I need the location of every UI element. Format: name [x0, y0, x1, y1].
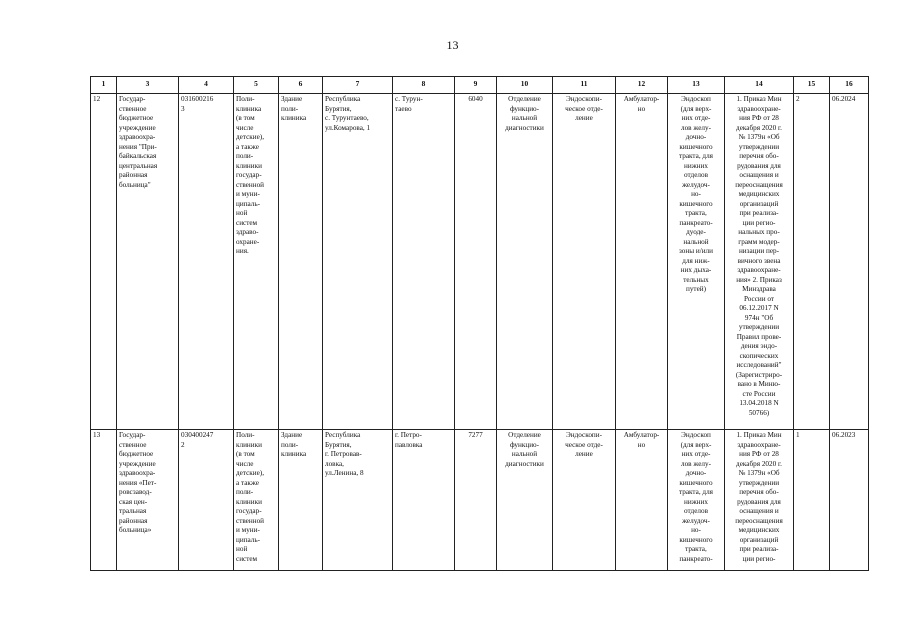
care-form: Амбулатор- но [623, 95, 660, 113]
regulation: 1. Приказ Мин здравоохране- ния РФ от 28 декабря 2020 г. № 1379н «Об утверждении перечня обо- рудования для оснащения и переоснащения медицинских организаций при реализа- ции регио- [735, 431, 783, 563]
col-header-5: 5 [234, 77, 279, 94]
facility-type: Поли- клиники (в том числе детские), а также поли- клиники государ- ственной и муни- ципаль- ной систем [236, 431, 265, 563]
building-type: Здание поли- клиника [281, 95, 307, 122]
col-header-8: 8 [393, 77, 455, 94]
col-header-4: 4 [179, 77, 234, 94]
header-row [91, 77, 869, 94]
department: Отделение функцио- нальной диагностики [505, 95, 544, 132]
col-header-7: 7 [323, 77, 393, 94]
col-header-9: 9 [455, 77, 497, 94]
date: 06.2024 [832, 95, 856, 103]
population: 7277 [468, 431, 483, 439]
address: Республика Бурятия, с. Турунтаево, ул.Комарова, 1 [325, 95, 371, 132]
col-header-15: 15 [794, 77, 830, 94]
address: Республика Бурятия, г. Петровав- ловка, ул.Ленина, 8 [325, 431, 364, 477]
col-header-16: 16 [830, 77, 869, 94]
row-number: 13 [93, 431, 101, 439]
unit: Эндоскопи- ческое отде- ление [565, 95, 603, 122]
date: 06.2023 [832, 431, 856, 439]
organization-name: Государ- ственное бюджетное учреждение здравоохра- нения "При- байкальская центральная районная больница" [119, 95, 158, 189]
regulation: 1. Приказ Мин здравоохране- ния РФ от 28 декабря 2020 г. № 1379н «Об утверждении перечня обо- рудования для оснащения и переоснащения медицинских организаций при реализа- ции регио- нальных про- грамм модер- низации пер- вичного звена здравоохране- ния» 2. Приказ Минздрава России от 06.12.2017 N 974н "Об утверждении Правил прове- дения эндо- скопических исследований" (Зарегистриро- вано в Миню- сте России 13.04.2018 N 50766) [735, 95, 783, 417]
population: 6040 [468, 95, 483, 103]
care-form: Амбулатор- но [623, 431, 660, 449]
quantity: 2 [796, 95, 800, 103]
equipment: Эндоскоп (для верх- них отде- лов желу- дочно- кишечного тракта, для нижних отделов желудоч- но- кишечного тракта, панкреато- дуоде- нальной зоны и/или для ниж- них дыха- тельных путей) [679, 95, 713, 293]
col-header-1: 1 [91, 77, 117, 94]
table-row [91, 94, 869, 430]
col-header-3: 3 [117, 77, 179, 94]
col-header-10: 10 [497, 77, 553, 94]
col-header-13: 13 [668, 77, 725, 94]
unit: Эндоскопи- ческое отде- ление [565, 431, 603, 458]
row-number: 12 [93, 95, 101, 103]
col-header-12: 12 [616, 77, 668, 94]
quantity: 1 [796, 431, 800, 439]
equipment: Эндоскоп (для верх- них отде- лов желу- дочно- кишечного тракта, для нижних отделов желудоч- но- кишечного тракта, панкреато- [679, 431, 713, 563]
settlement: с. Турун- таево [395, 95, 423, 113]
table-row [91, 430, 869, 571]
col-header-14: 14 [725, 77, 794, 94]
organization-code: 031600216 3 [181, 95, 214, 113]
page-number: 13 [446, 38, 459, 52]
settlement: г. Петро- павловка [395, 431, 423, 449]
col-header-6: 6 [279, 77, 323, 94]
col-header-11: 11 [553, 77, 616, 94]
organization-code: 030400247 2 [181, 431, 214, 449]
department: Отделение функцио- нальной диагностики [505, 431, 544, 468]
organization-name: Государ- ственное бюджетное учреждение здравоохра- нения «Пет- ровсзавод- ская цен- тральная районная больница» [119, 431, 157, 534]
equipment-table [90, 76, 869, 571]
building-type: Здание поли- клиника [281, 431, 307, 458]
facility-type: Поли- клиника (в том числе детские), а также поли- клиники государ- ственной и муни- ципаль- ной систем здраво- охране- ния. [236, 95, 265, 255]
